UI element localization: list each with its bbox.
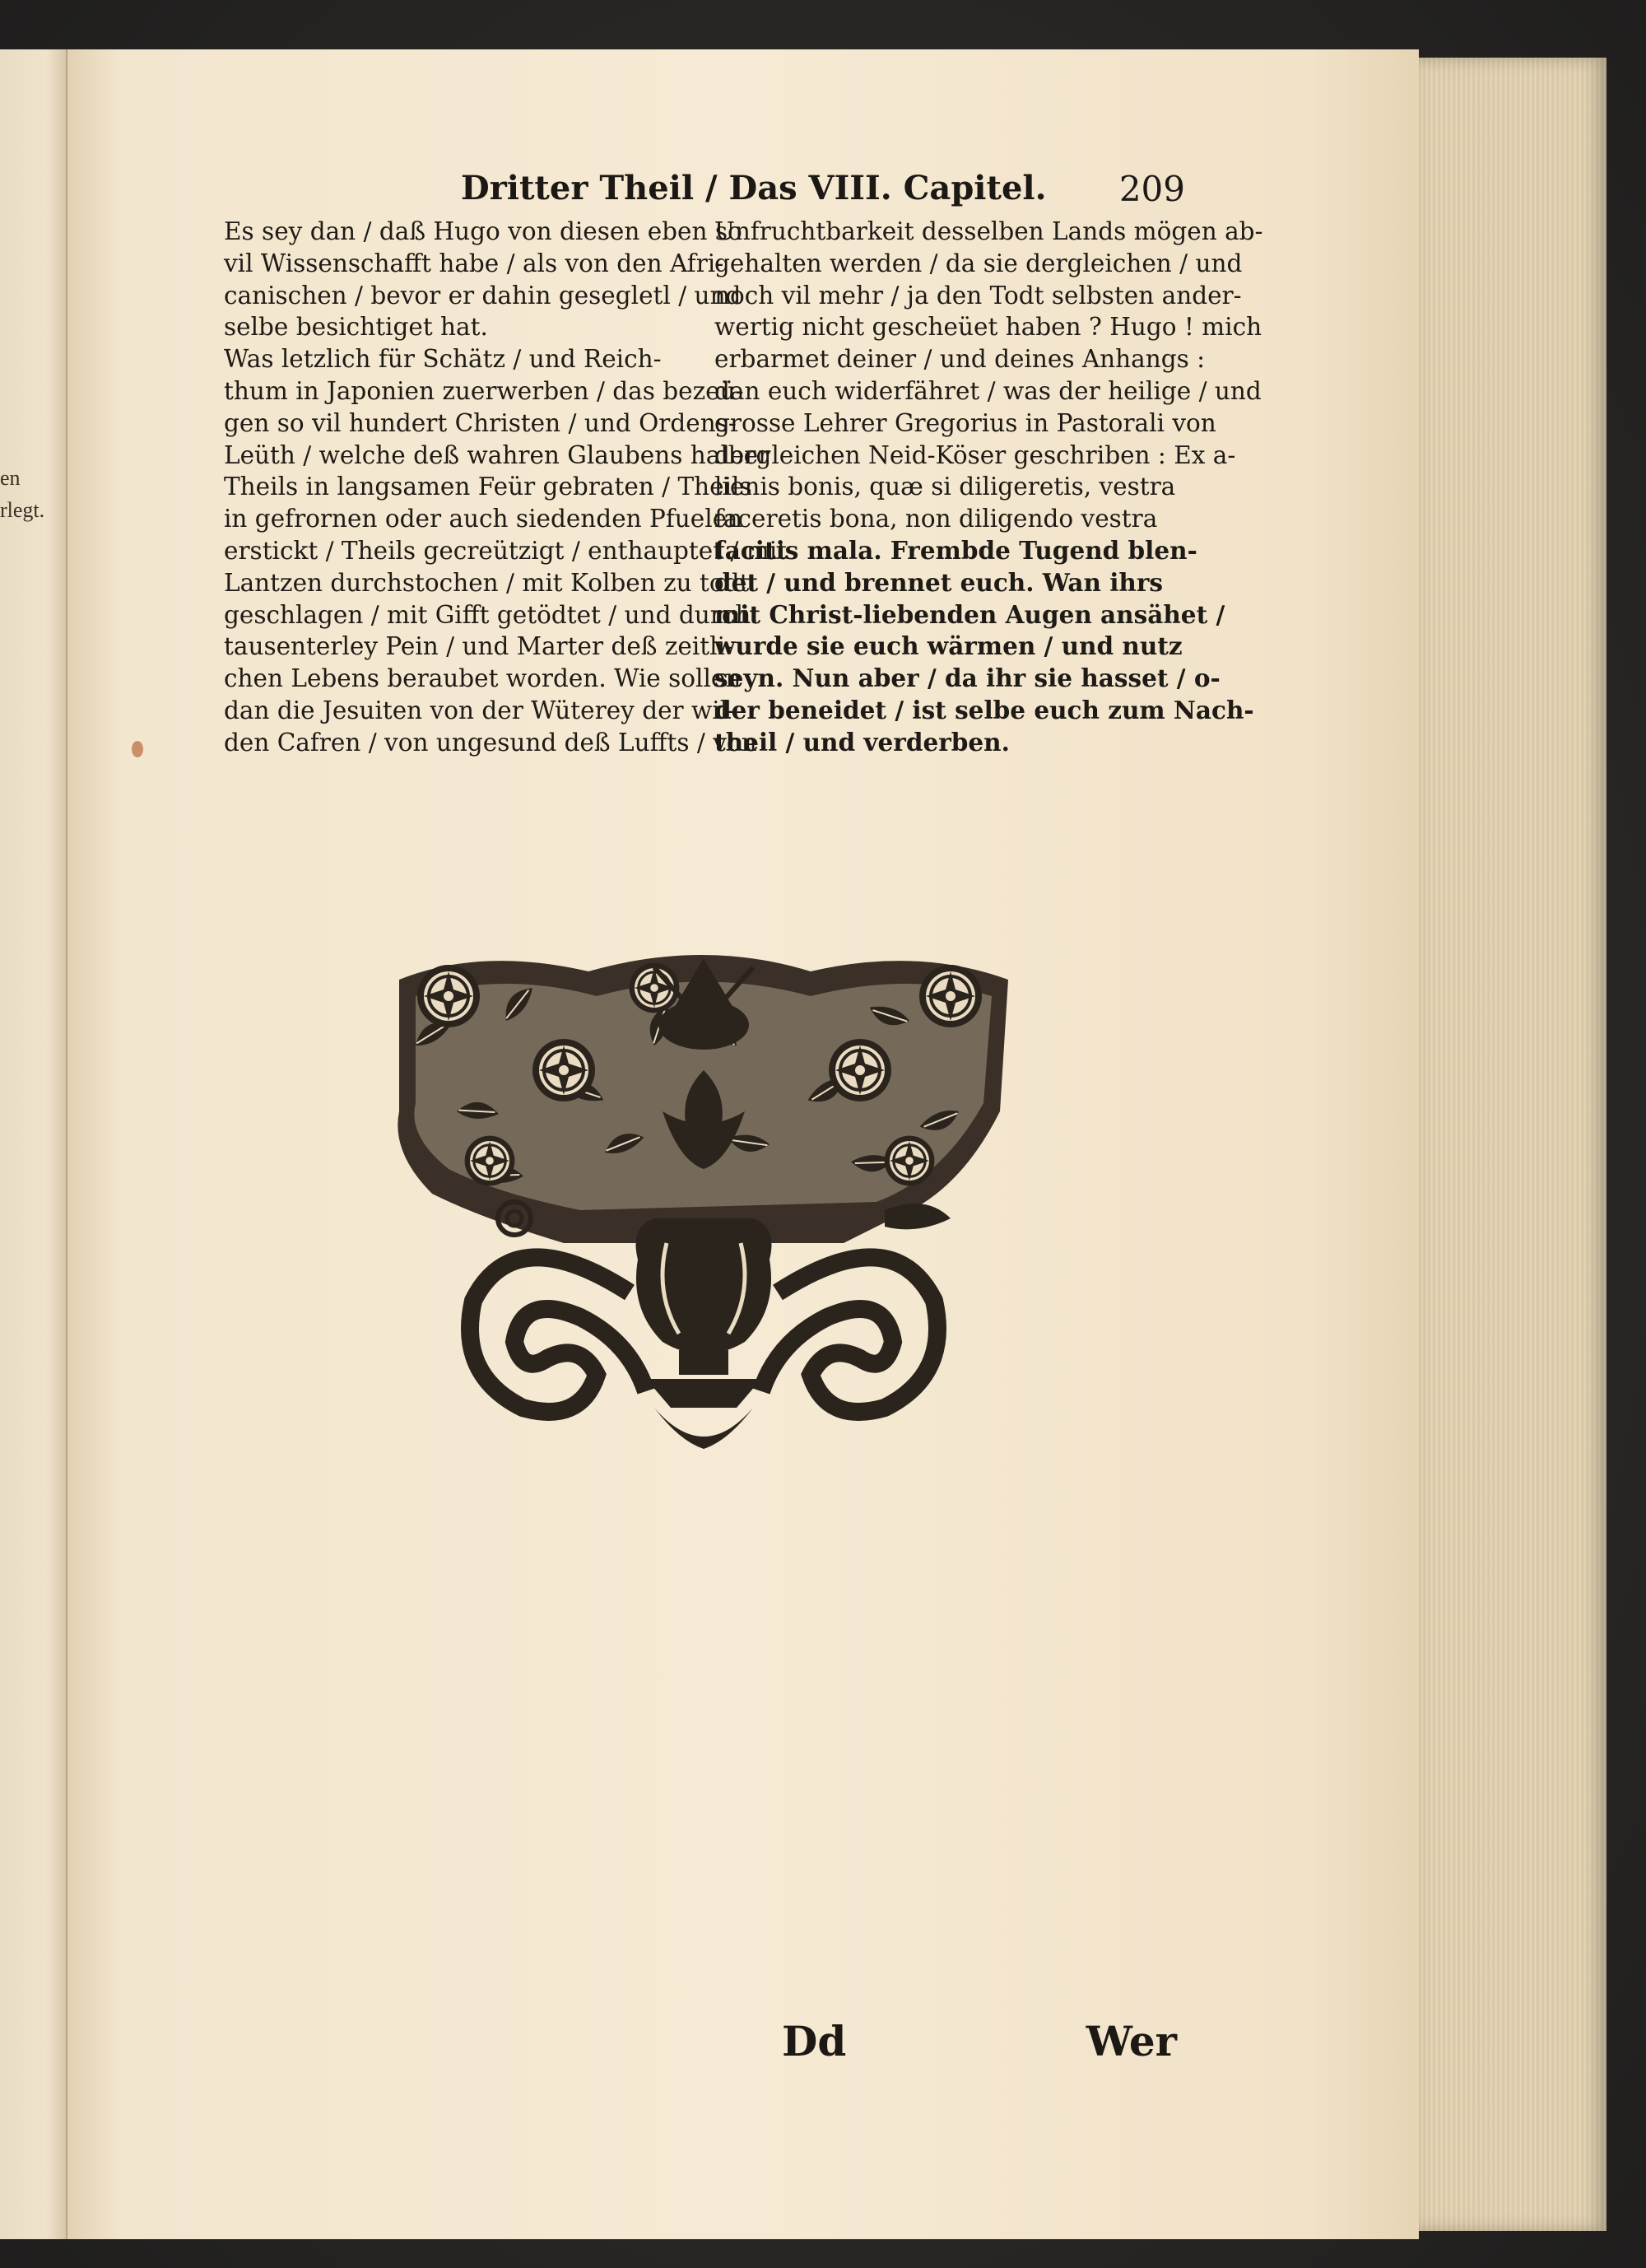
text-line: seyn. Nun aber / da ihr sie hasset / o-	[714, 664, 1221, 693]
text-line: Es sey dan / daß Hugo von diesen eben so	[224, 217, 742, 245]
text-line: det / und brennet euch. Wan ihrs	[714, 567, 1164, 597]
catchword: Wer	[1086, 2017, 1177, 2065]
text-line: theil / und verderben.	[714, 727, 1010, 757]
text-line: thum in Japonien zuerwerben / das bezeü-	[224, 376, 744, 405]
text-line: gehalten werden / da sie dergleichen / und	[714, 249, 1243, 277]
text-line: facitis mala. Frembde Tugend blen-	[714, 535, 1197, 565]
signature-mark: Dd	[782, 2017, 847, 2065]
text-line: dan die Jesuiten von der Wüterey der wil-	[224, 696, 737, 724]
page-block-edges	[1416, 58, 1606, 2231]
text-line: Leüth / welche deß wahren Glaubens halber	[224, 440, 770, 469]
text-line: wertig nicht gescheüet haben ? Hugo ! mich	[714, 313, 1262, 342]
text-line: Unfruchtbarkeit desselben Lands mögen ab-	[714, 217, 1263, 245]
page-footer	[774, 2017, 1185, 2075]
margin-line: rlegt.	[0, 497, 45, 522]
right-text-column	[714, 216, 1263, 759]
text-line: canischen / bevor er dahin gesegletl / und	[224, 281, 742, 310]
text-line: in gefrornen oder auch siedenden Pfuelen	[224, 505, 743, 533]
woodcut-vase-ornament	[383, 947, 1025, 1465]
running-title: Dritter Theil / Das VIII. Capitel.	[461, 169, 1047, 207]
text-line: erstickt / Theils gecreützigt / enthauptet / mit	[224, 536, 788, 565]
ink-stain	[132, 741, 143, 757]
left-page-margin-text	[0, 465, 58, 529]
text-line: wurde sie euch wärmen / und nutz	[714, 631, 1183, 661]
left-text-column	[224, 216, 788, 759]
text-line: vil Wissenschafft habe / als von den Afri-	[224, 249, 724, 277]
text-line: Lantzen durchstochen / mit Kolben zu todt	[224, 568, 750, 597]
text-line: selbe besichtiget hat.	[224, 313, 488, 342]
text-line: dan euch widerfähret / was der heilige / und	[714, 376, 1262, 405]
text-line: den Cafren / von ungesund deß Luffts / von	[224, 728, 757, 757]
text-line: dergleichen Neid-Köser geschriben : Ex a-	[714, 440, 1236, 469]
left-page-edge	[0, 49, 67, 2239]
text-line: grosse Lehrer Gregorius in Pastorali von	[714, 408, 1216, 437]
text-line: faceretis bona, non diligendo vestra	[714, 505, 1158, 533]
text-line: der beneidet / ist selbe euch zum Nach-	[714, 695, 1254, 724]
text-line: geschlagen / mit Gifft getödtet / und durch	[224, 600, 751, 629]
text-line: noch vil mehr / ja den Todt selbsten ander-	[714, 281, 1242, 310]
page-number: 209	[1118, 169, 1185, 209]
text-line: chen Lebens beraubet worden. Wie sollen	[224, 664, 742, 693]
text-line: mit Christ-liebenden Augen ansähet /	[714, 599, 1225, 629]
text-line: erbarmet deiner / und deines Anhangs :	[714, 345, 1206, 374]
text-line: gen so vil hundert Christen / und Ordens-	[224, 408, 737, 437]
text-line: Was letzlich für Schätz / und Reich-	[224, 345, 662, 374]
page-header	[461, 169, 1185, 218]
margin-line: en	[0, 466, 21, 490]
text-line: tausenterley Pein / und Marter deß zeitli-	[224, 632, 733, 661]
text-line: Theils in langsamen Feür gebraten / Theils	[224, 473, 752, 501]
text-line: lienis bonis, quæ si diligeretis, vestra	[714, 473, 1176, 501]
